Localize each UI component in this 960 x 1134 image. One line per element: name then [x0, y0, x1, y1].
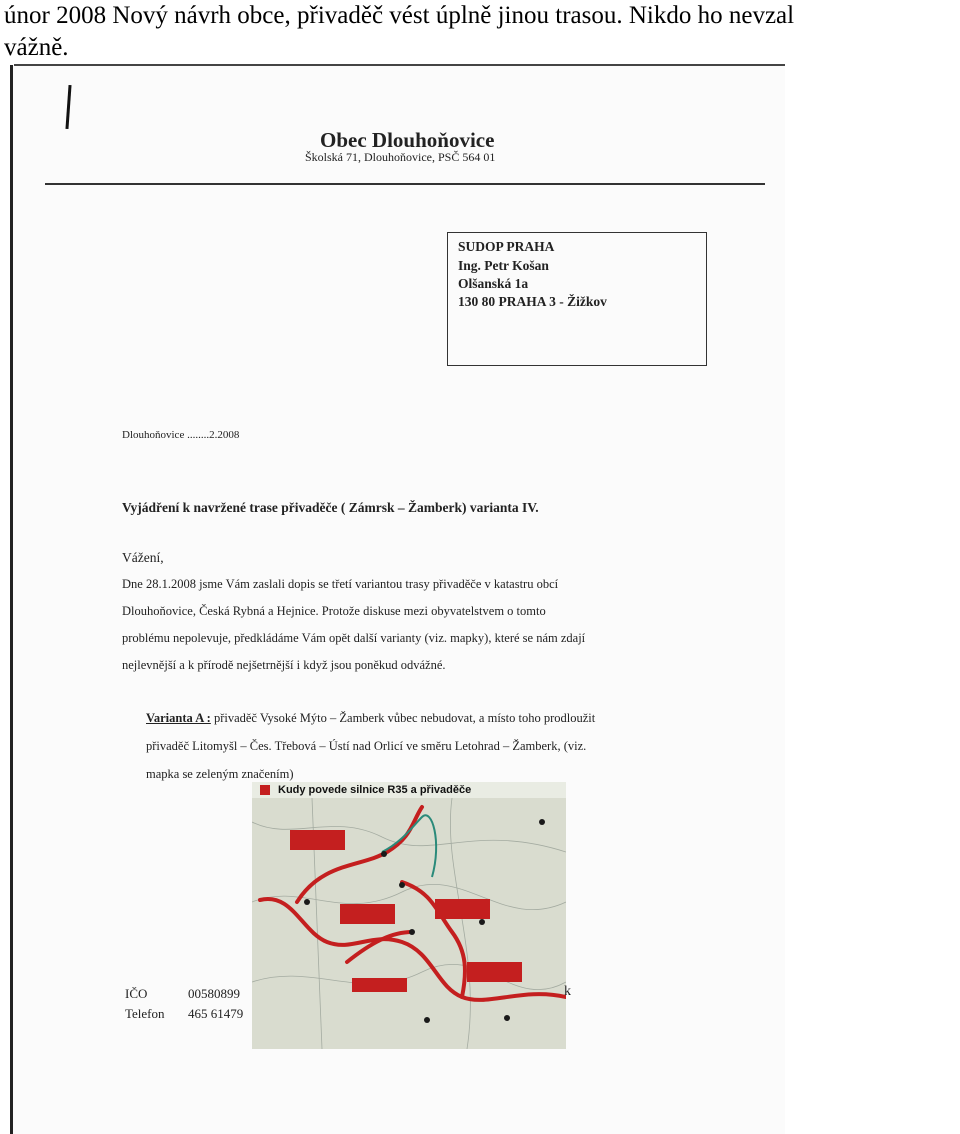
terrain-line	[450, 798, 470, 1049]
town-dot	[539, 819, 545, 825]
variant-text: přivaděč Vysoké Mýto – Žamberk vůbec nebudovat, a místo toho prodloužit	[210, 711, 596, 725]
ico-label: IČO	[125, 986, 148, 1001]
town-dot	[504, 1015, 510, 1021]
route-map	[252, 782, 566, 1049]
town-dot	[304, 899, 310, 905]
recipient-box	[447, 232, 707, 366]
ico-value: 00580899	[188, 986, 240, 1001]
recipient-line: SUDOP PRAHA	[458, 239, 555, 254]
scan-top-edge	[14, 64, 785, 66]
letter-date: Dlouhoňovice ........2.2008	[122, 429, 240, 441]
map-callout	[290, 830, 345, 850]
town-dot	[409, 929, 415, 935]
town-dot	[479, 919, 485, 925]
letter-subject: Vyjádření k navržené trase přivaděče ( Zámrsk – Žamberk) varianta IV.	[122, 500, 539, 515]
salutation: Vážení,	[122, 550, 164, 565]
paragraph-line: problému nepolevuje, předkládáme Vám opět další varianty (viz. mapky), které se nám zdají	[122, 631, 586, 645]
telephone-value: 465 61479	[188, 1006, 244, 1021]
caption-line-2: vážně.	[4, 34, 69, 61]
map-drawing	[252, 782, 566, 1049]
variant-line: mapka se zeleným značením)	[146, 767, 294, 781]
map-title-text: Kudy povede silnice R35 a přivaděče	[278, 784, 472, 796]
town-dot	[399, 882, 405, 888]
org-address: Školská 71, Dlouhoňovice, PSČ 564 01	[305, 150, 496, 164]
telephone-label: Telefon	[125, 1006, 165, 1021]
stray-letter: k	[564, 984, 571, 999]
recipient-line: Ing. Petr Košan	[458, 258, 549, 273]
org-name: Obec Dlouhoňovice	[320, 128, 495, 152]
map-callout	[467, 962, 522, 982]
caption-line-1: únor 2008 Nový návrh obce, přivaděč vést úplně jinou trasou. Nikdo ho nevzal	[4, 2, 795, 29]
variant-a	[146, 704, 701, 788]
town-dot	[381, 851, 387, 857]
letter-paragraph	[122, 571, 697, 679]
recipient-line: 130 80 PRAHA 3 - Žižkov	[458, 294, 607, 309]
paragraph-line: Dlouhoňovice, Česká Rybná a Hejnice. Protože diskuse mezi obyvatelstvem o tomto	[122, 604, 546, 618]
variant-label: Varianta A :	[146, 711, 211, 725]
letterhead-rule	[45, 183, 765, 185]
map-callout	[340, 904, 395, 924]
map-callout	[435, 899, 490, 919]
road-alternative	[382, 815, 436, 877]
road-r35	[260, 899, 566, 1000]
paragraph-line: nejlevnější a k přírodě nejšetrnější i když jsou poněkud odvážné.	[122, 658, 446, 672]
road-feeder-mid	[347, 932, 412, 962]
variant-line	[146, 704, 701, 732]
town-dot	[424, 1017, 430, 1023]
variant-line: přivaděč Litomyšl – Čes. Třebová – Ústí nad Orlicí ve směru Letohrad – Žamberk, (viz.	[146, 739, 587, 753]
caption	[4, 0, 960, 64]
map-callout	[352, 978, 407, 992]
recipient-line: Olšanská 1a	[458, 276, 529, 291]
paragraph-line: Dne 28.1.2008 jsme Vám zaslali dopis se třetí variantou trasy přivaděče v katastru obcí	[122, 577, 559, 591]
